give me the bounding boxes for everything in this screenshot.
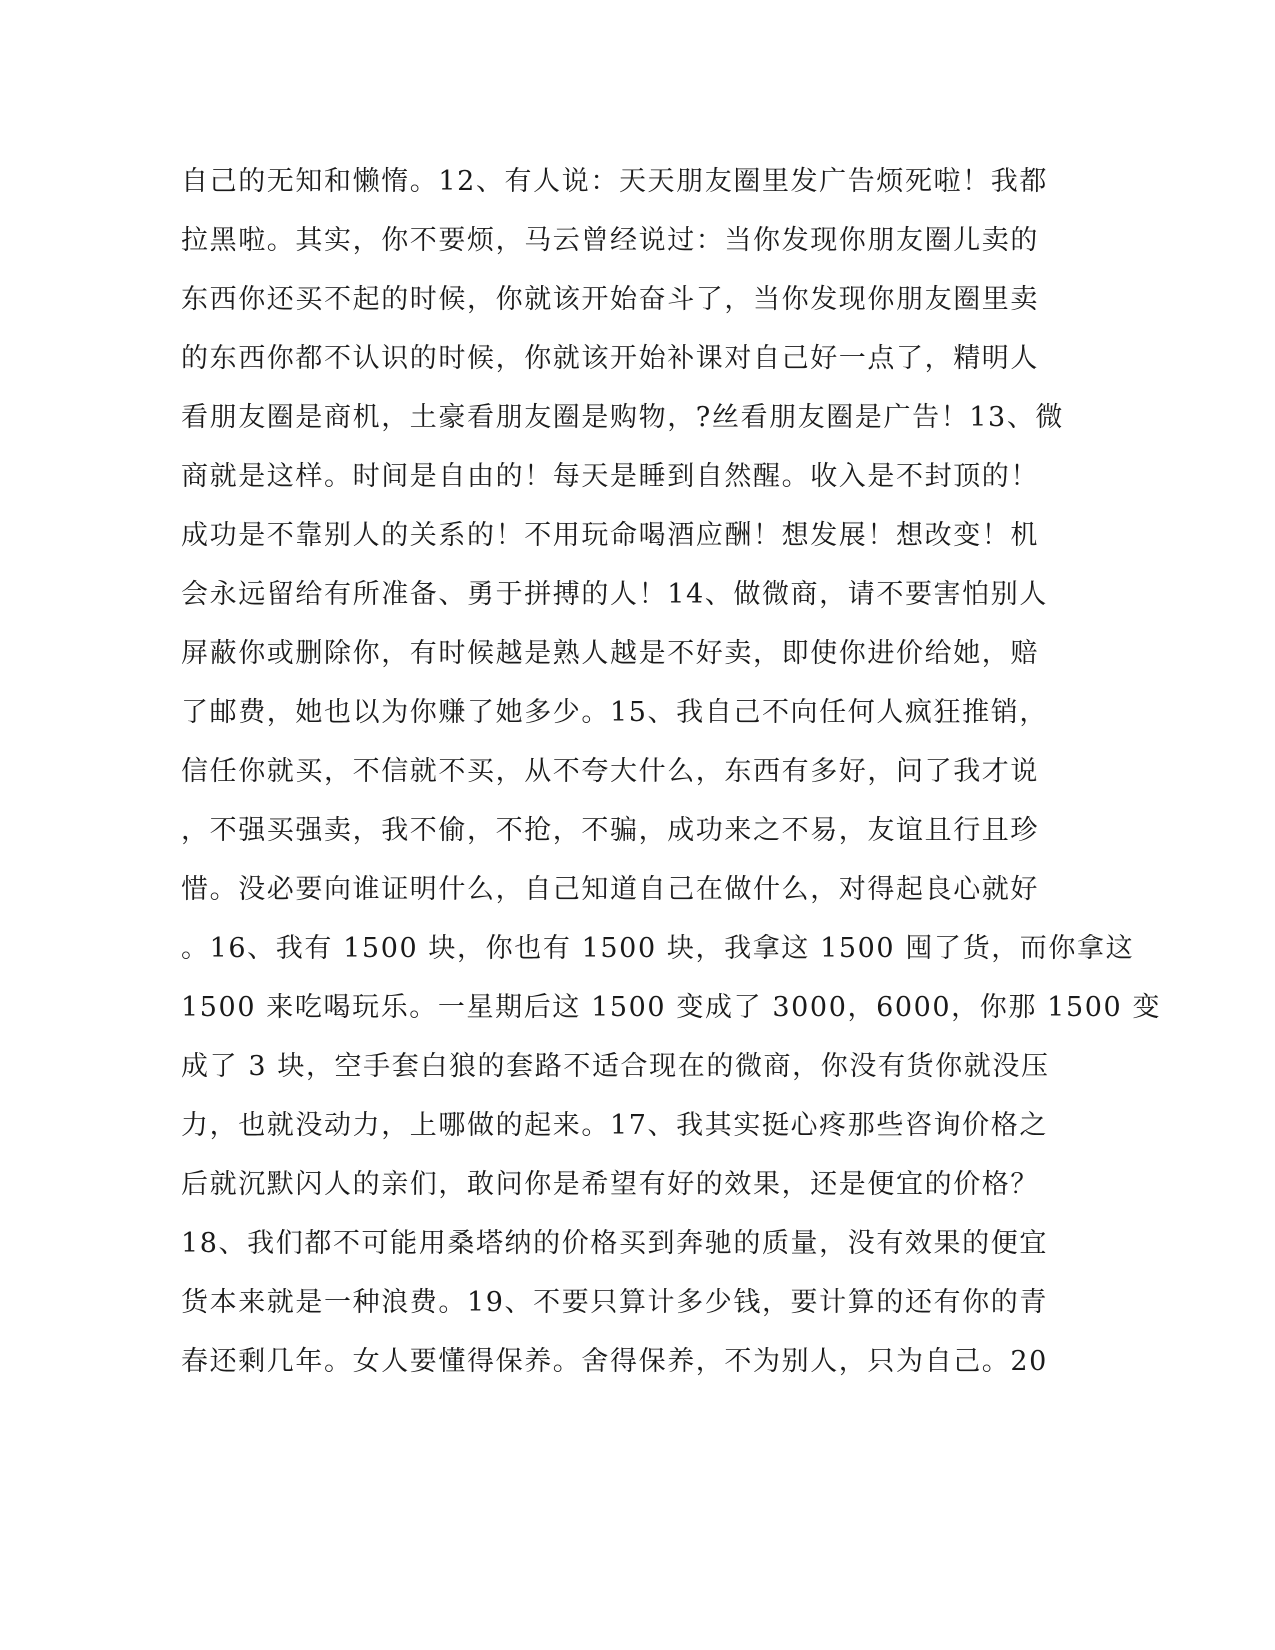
text-line: ，不强买强卖，我不偷，不抢，不骗，成功来之不易，友谊且行且珍	[181, 815, 1039, 846]
text-line: 屏蔽你或删除你，有时候越是熟人越是不好卖，即使你进价给她，赔	[181, 638, 1039, 669]
text-line: 了邮费，她也以为你赚了她多少。15、我自己不向任何人疯狂推销，	[181, 697, 1048, 728]
text-line: 18、我们都不可能用桑塔纳的价格买到奔驰的质量，没有效果的便宜	[181, 1228, 1048, 1259]
text-line: 货本来就是一种浪费。19、不要只算计多少钱，要计算的还有你的青	[181, 1287, 1048, 1318]
text-line: 商就是这样。时间是自由的！每天是睡到自然醒。收入是不封顶的！	[181, 461, 1039, 492]
text-line: 东西你还买不起的时候，你就该开始奋斗了，当你发现你朋友圈里卖	[181, 284, 1039, 315]
text-line: 春还剩几年。女人要懂得保养。舍得保养，不为别人，只为自己。20	[181, 1346, 1048, 1377]
text-line: 惜。没必要向谁证明什么，自己知道自己在做什么，对得起良心就好	[181, 874, 1039, 905]
text-line: 成了 3 块，空手套白狼的套路不适合现在的微商，你没有货你就没压	[181, 1051, 1050, 1082]
text-line: 后就沉默闪人的亲们，敢问你是希望有好的效果，还是便宜的价格？	[181, 1169, 1039, 1200]
text-line: 信任你就买，不信就不买，从不夸大什么，东西有多好，问了我才说	[181, 756, 1039, 787]
text-line: 力，也就没动力，上哪做的起来。17、我其实挺心疼那些咨询价格之	[181, 1110, 1048, 1141]
text-line: 1500 来吃喝玩乐。一星期后这 1500 变成了 3000，6000，你那 1500 变	[181, 992, 1162, 1023]
text-line: 的东西你都不认识的时候，你就该开始补课对自己好一点了，精明人	[181, 343, 1039, 374]
text-line: 自己的无知和懒惰。12、有人说：天天朋友圈里发广告烦死啦！我都	[181, 166, 1048, 197]
text-line: 成功是不靠别人的关系的！不用玩命喝酒应酬！想发展！想改变！机	[181, 520, 1039, 551]
text-line: 。16、我有 1500 块，你也有 1500 块，我拿这 1500 囤了货，而你拿这	[181, 933, 1135, 964]
body-text	[181, 152, 1162, 1391]
text-line: 会永远留给有所准备、勇于拼搏的人！14、做微商，请不要害怕别人	[181, 579, 1048, 610]
text-line: 看朋友圈是商机，土豪看朋友圈是购物，?丝看朋友圈是广告！13、微	[181, 402, 1065, 433]
text-line: 拉黑啦。其实，你不要烦，马云曾经说过：当你发现你朋友圈儿卖的	[181, 225, 1039, 256]
